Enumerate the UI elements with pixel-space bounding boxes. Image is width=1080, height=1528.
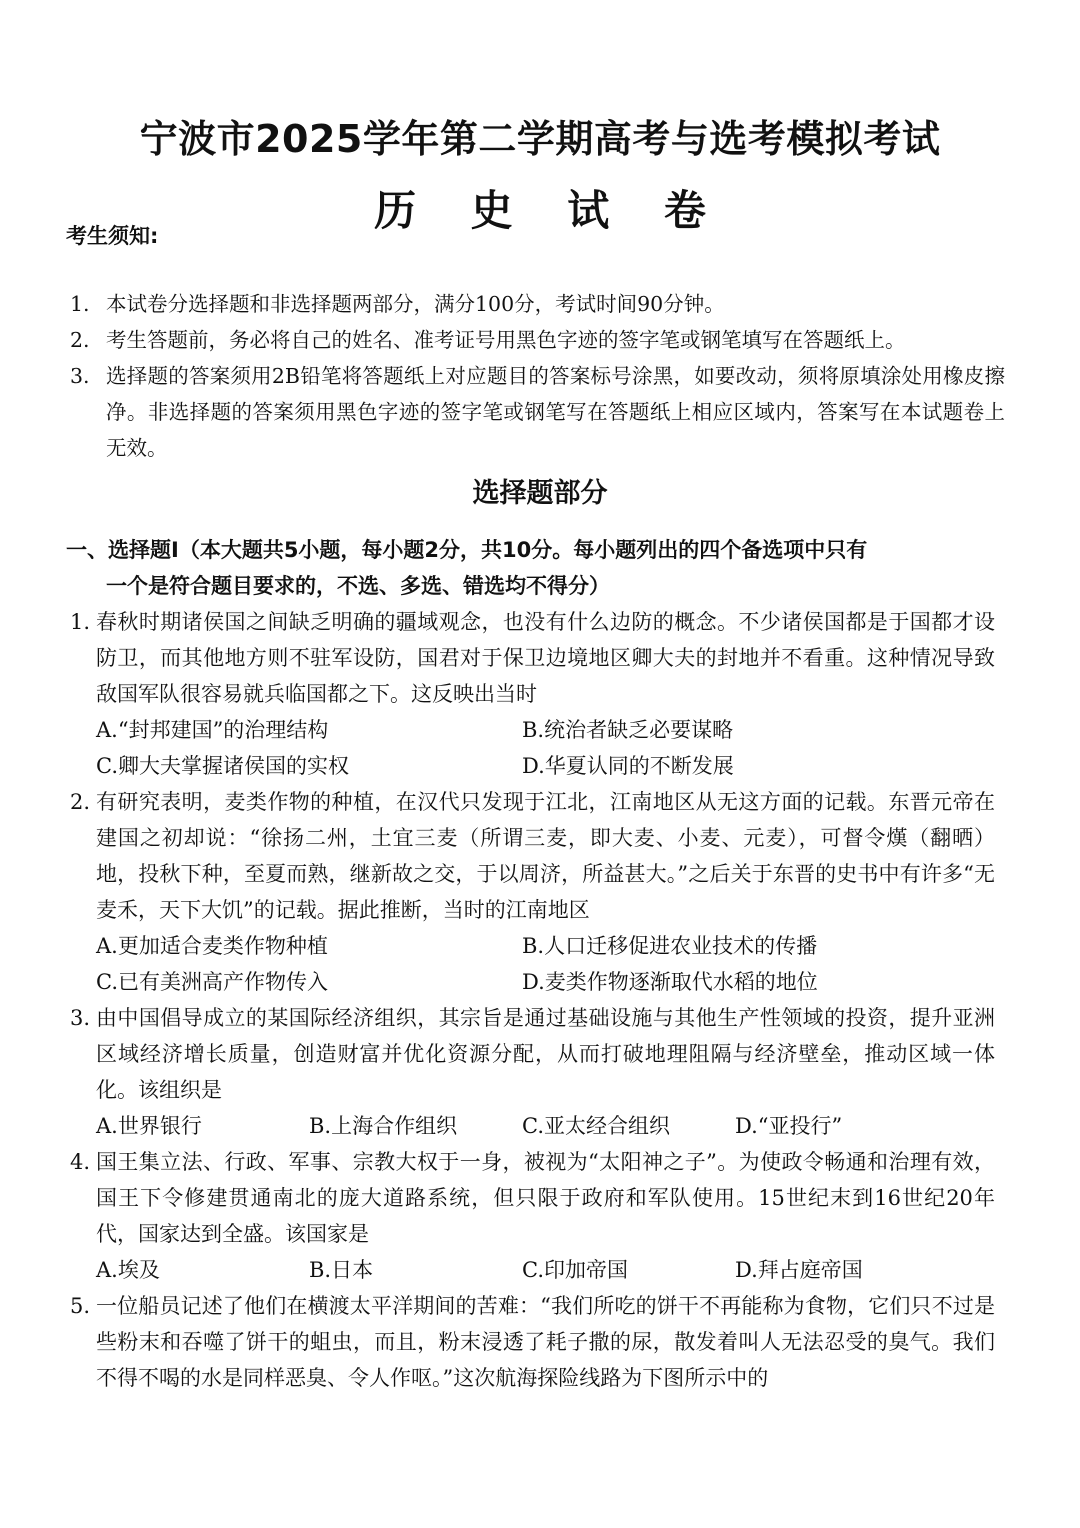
question-number: 3. [70,1006,91,1030]
option-d: D.拜占庭帝国 [735,1258,863,1282]
question-stem: 由中国倡导成立的某国际经济组织，其宗旨是通过基础设施与其他生产性领域的投资，提升亚洲区域经济增长质量，创造财富并优化资源分配，从而打破地理阻隔与经济壁垒，推动区域一体化。该组织是 [96,1006,995,1102]
part-heading [66,532,1001,604]
option-a: A.更加适合麦类作物种植 [96,934,328,958]
section-title: 选择题部分 [472,478,608,509]
exam-title: 宁波市2025学年第二学期高考与选考模拟考试 [139,117,941,161]
question-number: 5. [70,1294,91,1318]
question-options [70,1252,995,1288]
question-number: 1. [70,610,91,634]
notice-list [70,286,1005,466]
notice-item [70,322,1005,358]
option-b: B.日本 [309,1258,374,1282]
question-stem: 春秋时期诸侯国之间缺乏明确的疆域观念，也没有什么边防的概念。不少诸侯国都是于国都才设防卫，而其他地方则不驻军设防，国君对于保卫边境地区卿大夫的封地并不看重。这种情况导致敌国军队很容易就兵临国都之下。这反映出当时 [96,610,995,706]
option-a: A.“封邦建国”的治理结构 [96,718,329,742]
question-4 [70,1144,995,1288]
notice-heading: 考生须知: [66,224,159,248]
option-c: C.卿大夫掌握诸侯国的实权 [96,754,349,778]
option-d: D.“亚投行” [735,1114,843,1138]
notice-item [70,286,1005,322]
question-3 [70,1000,995,1144]
option-c: C.印加帝国 [522,1258,628,1282]
option-b: B.上海合作组织 [309,1114,458,1138]
question-number: 2. [70,790,91,814]
notice-item-number: 2. [70,328,90,352]
question-2 [70,784,995,1000]
option-b: B.人口迁移促进农业技术的传播 [522,934,818,958]
notice-item-text: 本试卷分选择题和非选择题两部分，满分100分，考试时间90分钟。 [106,292,725,316]
exam-subtitle: 历 史 试 卷 [374,186,726,235]
notice-item-number: 1. [70,292,90,316]
part-heading-line1: 一、选择题Ⅰ（本大题共5小题，每小题2分，共10分。每小题列出的四个备选项中只有 [66,538,868,562]
option-c: C.已有美洲高产作物传入 [96,970,328,994]
question-5 [70,1288,995,1396]
option-c: C.亚太经合组织 [522,1114,670,1138]
question-options [70,1108,995,1144]
question-stem: 国王集立法、行政、军事、宗教大权于一身，被视为“太阳神之子”。为使政令畅通和治理有效，国王下令修建贯通南北的庞大道路系统，但只限于政府和军队使用。15世纪末到16世纪20年代，国家达到全盛。该国家是 [96,1150,995,1246]
option-a: A.埃及 [96,1258,160,1282]
question-1 [70,604,995,784]
question-stem: 一位船员记述了他们在横渡太平洋期间的苦难：“我们所吃的饼干不再能称为食物，它们只不过是些粉末和吞噬了饼干的蛆虫，而且，粉末浸透了耗子撒的尿，散发着叫人无法忍受的臭气。我们不得不喝的水是同样恶臭、令人作呕。”这次航海探险线路为下图所示中的 [96,1294,995,1390]
question-options [70,712,995,784]
notice-item-text: 选择题的答案须用2B铅笔将答题纸上对应题目的答案标号涂黑，如要改动，须将原填涂处用橡皮擦净。非选择题的答案须用黑色字迹的签字笔或钢笔写在答题纸上相应区域内，答案写在本试题卷上无效。 [106,364,1005,460]
option-a: A.世界银行 [96,1114,202,1138]
option-d: D.麦类作物逐渐取代水稻的地位 [522,970,818,994]
option-d: D.华夏认同的不断发展 [522,754,734,778]
option-b: B.统治者缺乏必要谋略 [522,718,734,742]
question-options [70,928,995,1000]
question-list [70,604,995,1396]
part-heading-line2: 一个是符合题目要求的，不选、多选、错选均不得分） [106,574,610,598]
question-stem: 有研究表明，麦类作物的种植，在汉代只发现于江北，江南地区从无这方面的记载。东晋元帝在建国之初却说：“徐扬二州，土宜三麦（所谓三麦，即大麦、小麦、元麦），可督令熯（翻晒）地，投秋下种，至夏而熟，继新故之交，于以周济，所益甚大。”之后关于东晋的史书中有许多“无麦禾，天下大饥”的记载。据此推断，当时的江南地区 [96,790,995,922]
notice-item [70,358,1005,466]
question-number: 4. [70,1150,91,1174]
notice-item-text: 考生答题前，务必将自己的姓名、准考证号用黑色字迹的签字笔或钢笔填写在答题纸上。 [106,328,906,352]
notice-item-number: 3. [70,364,90,388]
